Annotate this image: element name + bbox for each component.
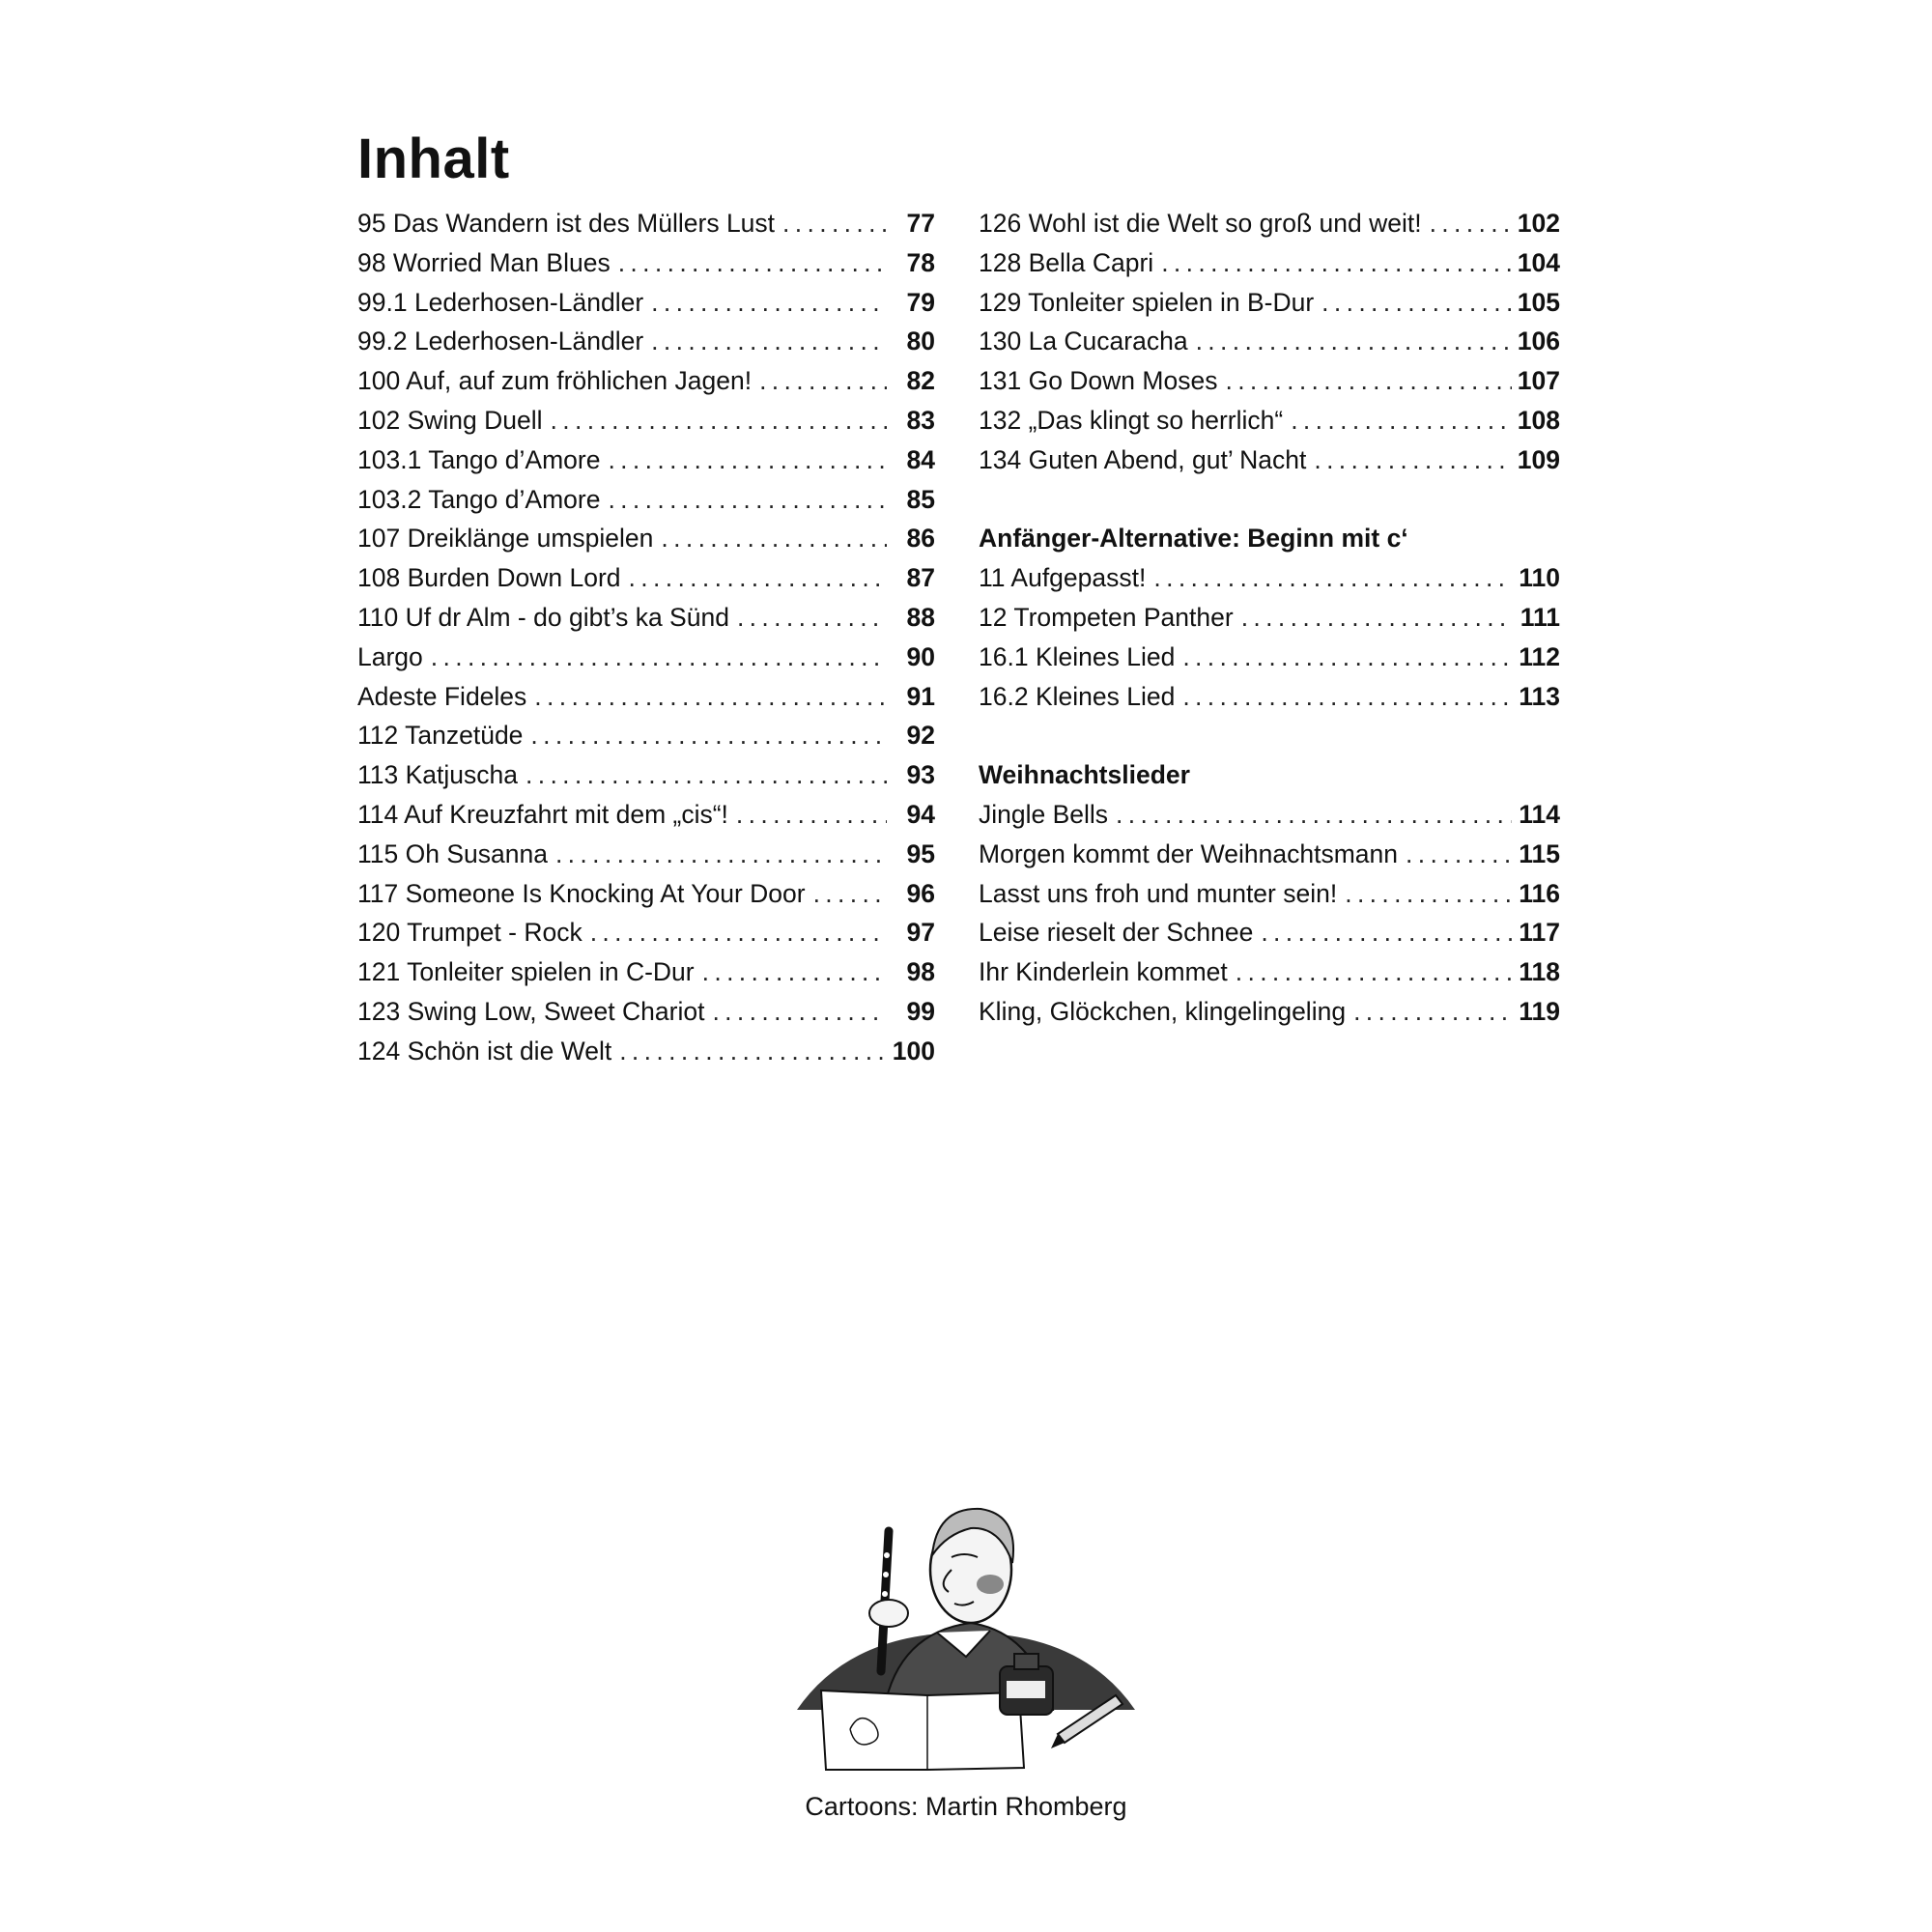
dot-leader <box>737 603 887 633</box>
toc-entry-page: 78 <box>906 247 935 277</box>
toc-entry <box>979 642 1560 682</box>
toc-entry-title: 16.2 Kleines Lied <box>979 681 1176 711</box>
toc-entry-page: 116 <box>1519 878 1560 908</box>
toc-entry <box>357 997 935 1037</box>
dot-leader <box>782 209 887 239</box>
toc-entry-title: 99.2 Lederhosen-Ländler <box>357 327 644 356</box>
toc-entry-page: 117 <box>1519 918 1560 948</box>
dot-leader <box>526 760 887 790</box>
toc-entry <box>357 485 935 525</box>
toc-entry-title: Largo <box>357 641 423 671</box>
toc-entry-page: 85 <box>906 484 935 514</box>
toc-entry-title: 103.2 Tango d’Amore <box>357 484 601 514</box>
toc-entry-page: 119 <box>1519 996 1560 1026</box>
toc-entry <box>979 603 1560 642</box>
toc-entry-page: 94 <box>906 799 935 829</box>
dot-leader <box>661 524 887 554</box>
toc-entry-page: 82 <box>906 366 935 396</box>
toc-entry-page: 112 <box>1519 641 1560 671</box>
dot-leader <box>1261 918 1512 948</box>
toc-entry-title: 103.1 Tango d’Amore <box>357 444 601 474</box>
toc-entry-page: 106 <box>1517 327 1560 356</box>
dot-leader <box>1182 682 1512 712</box>
toc-entry <box>357 603 935 642</box>
toc-entry <box>979 327 1560 366</box>
toc-entry-title: 114 Auf Kreuzfahrt mit dem „cis“! <box>357 799 728 829</box>
toc-entry-page: 108 <box>1517 405 1560 435</box>
dot-leader <box>1225 366 1511 396</box>
cartoon-illustration <box>792 1488 1140 1777</box>
toc-entry-title: 121 Tonleiter spielen in C-Dur <box>357 957 695 987</box>
toc-entry <box>979 209 1560 248</box>
section-spacer <box>979 485 1560 525</box>
toc-entry-title: 134 Guten Abend, gut’ Nacht <box>979 444 1307 474</box>
dot-leader <box>1314 445 1511 475</box>
toc-entry <box>979 445 1560 485</box>
toc-entry-title: 115 Oh Susanna <box>357 838 548 868</box>
dot-leader <box>712 997 887 1027</box>
toc-entry <box>357 563 935 603</box>
toc-entry-title: Kling, Glöckchen, klingelingeling <box>979 996 1347 1026</box>
toc-entry-title: 11 Aufgepasst! <box>979 563 1147 593</box>
dot-leader <box>1153 563 1512 593</box>
dot-leader <box>1196 327 1512 356</box>
toc-entry-page: 115 <box>1519 838 1560 868</box>
toc-entry-page: 114 <box>1519 799 1560 829</box>
dot-leader <box>651 288 887 318</box>
toc-entry-title: 123 Swing Low, Sweet Chariot <box>357 996 705 1026</box>
toc-entry-page: 77 <box>906 209 935 238</box>
toc-entry-title: 126 Wohl ist die Welt so groß und weit! <box>979 209 1422 238</box>
toc-entry <box>357 248 935 288</box>
toc-entry-page: 83 <box>906 405 935 435</box>
toc-entry <box>979 406 1560 445</box>
dot-leader <box>651 327 887 356</box>
dot-leader <box>551 406 887 436</box>
toc-entry-title: 131 Go Down Moses <box>979 366 1218 396</box>
toc-entry-title: 113 Katjuscha <box>357 760 518 790</box>
dot-leader <box>1116 800 1512 830</box>
toc-entry-page: 93 <box>906 760 935 790</box>
toc-entry-title: Morgen kommt der Weihnachtsmann <box>979 838 1399 868</box>
toc-entry <box>979 563 1560 603</box>
toc-entry-title: 99.1 Lederhosen-Ländler <box>357 287 644 317</box>
toc-entry <box>357 760 935 800</box>
dot-leader <box>618 248 887 278</box>
dot-leader <box>1182 642 1512 672</box>
toc-entry-page: 104 <box>1517 247 1560 277</box>
dot-leader <box>530 721 887 751</box>
toc-entry <box>979 839 1560 879</box>
toc-entry <box>979 248 1560 288</box>
toc-entry-title: 107 Dreiklänge umspielen <box>357 524 654 554</box>
toc-entry-page: 109 <box>1517 444 1560 474</box>
toc-entry <box>357 366 935 406</box>
section-spacer <box>979 721 1560 760</box>
dot-leader <box>813 879 887 909</box>
toc-entry-page: 107 <box>1517 366 1560 396</box>
toc-entry-page: 79 <box>906 287 935 317</box>
toc-entry <box>357 406 935 445</box>
dot-leader <box>1430 209 1512 239</box>
toc-entry-title: 95 Das Wandern ist des Müllers Lust <box>357 209 776 238</box>
toc-entry-title: Lasst uns froh und munter sein! <box>979 878 1338 908</box>
dot-leader <box>1291 406 1512 436</box>
dot-leader <box>431 642 887 672</box>
toc-entry <box>357 288 935 327</box>
toc-entry-page: 92 <box>906 721 935 751</box>
toc-entry-page: 118 <box>1519 957 1560 987</box>
dot-leader <box>608 485 887 515</box>
toc-entry-title: 132 „Das klingt so herrlich“ <box>979 405 1284 435</box>
toc-entry-title: 100 Auf, auf zum fröhlichen Jagen! <box>357 366 753 396</box>
toc-entry-page: 111 <box>1520 602 1560 632</box>
section-heading-christmas: Weihnachtslieder <box>979 760 1190 790</box>
toc-entry-title: 12 Trompeten Panther <box>979 602 1234 632</box>
toc-entry <box>357 957 935 997</box>
toc-entry-title: 128 Bella Capri <box>979 247 1154 277</box>
dot-leader <box>1161 248 1512 278</box>
section-heading-beginner: Anfänger-Alternative: Beginn mit c‘ <box>979 524 1408 554</box>
toc-entry-title: 112 Tanzetüde <box>357 721 524 751</box>
toc-entry-title: 102 Swing Duell <box>357 405 543 435</box>
toc-entry <box>357 209 935 248</box>
toc-entry <box>357 800 935 839</box>
dot-leader <box>608 445 887 475</box>
toc-entry-title: 16.1 Kleines Lied <box>979 641 1176 671</box>
toc-entry-page: 102 <box>1517 209 1560 238</box>
toc-entry <box>979 957 1560 997</box>
toc-entry-page: 95 <box>906 838 935 868</box>
toc-entry-page: 86 <box>906 524 935 554</box>
toc-entry-title: 110 Uf dr Alm - do gibt’s ka Sünd <box>357 602 729 632</box>
toc-entry-page: 98 <box>906 957 935 987</box>
toc-entry <box>357 524 935 563</box>
toc-entry-title: 129 Tonleiter spielen in B-Dur <box>979 287 1315 317</box>
toc-entry <box>357 327 935 366</box>
toc-entry <box>979 366 1560 406</box>
dot-leader <box>1345 879 1512 909</box>
toc-entry-title: 108 Burden Down Lord <box>357 563 621 593</box>
toc-entry <box>357 1037 935 1076</box>
toc-entry-page: 88 <box>906 602 935 632</box>
dot-leader <box>555 839 887 869</box>
toc-entry-page: 84 <box>906 444 935 474</box>
toc-entry-title: 124 Schön ist die Welt <box>357 1036 612 1065</box>
toc-entry <box>357 879 935 919</box>
toc-entry <box>357 721 935 760</box>
dot-leader <box>590 918 887 948</box>
dot-leader <box>702 957 887 987</box>
dot-leader <box>1236 957 1512 987</box>
toc-entry <box>357 682 935 722</box>
toc-entry <box>357 642 935 682</box>
toc-entry <box>979 288 1560 327</box>
dot-leader <box>736 800 887 830</box>
toc-entry-title: 98 Worried Man Blues <box>357 247 611 277</box>
toc-entry-page: 110 <box>1519 563 1560 593</box>
toc-entry <box>979 918 1560 957</box>
page-title: Inhalt <box>357 127 510 190</box>
toc-entry <box>979 997 1560 1037</box>
toc-left-column <box>357 209 935 1076</box>
toc-entry <box>357 839 935 879</box>
toc-entry-page: 91 <box>906 681 935 711</box>
toc-entry-page: 113 <box>1519 681 1560 711</box>
toc-entry-title: Ihr Kinderlein kommet <box>979 957 1228 987</box>
dot-leader <box>759 366 887 396</box>
toc-entry <box>979 800 1560 839</box>
dot-leader <box>619 1037 887 1066</box>
dot-leader <box>1321 288 1512 318</box>
toc-entry-title: Adeste Fideles <box>357 681 527 711</box>
toc-entry-page: 80 <box>906 327 935 356</box>
dot-leader <box>1241 603 1512 633</box>
toc-entry-page: 105 <box>1517 287 1560 317</box>
toc-entry <box>979 879 1560 919</box>
toc-entry-title: Jingle Bells <box>979 799 1109 829</box>
toc-entry-page: 100 <box>892 1036 935 1065</box>
toc-entry-page: 87 <box>906 563 935 593</box>
toc-entry-page: 96 <box>906 878 935 908</box>
toc-entry-title: 130 La Cucaracha <box>979 327 1188 356</box>
dot-leader <box>1406 839 1512 869</box>
toc-entry <box>979 682 1560 722</box>
dot-leader <box>534 682 887 712</box>
toc-right-column <box>979 209 1560 1037</box>
toc-entry-title: 120 Trumpet - Rock <box>357 918 582 948</box>
toc-entry-page: 90 <box>906 641 935 671</box>
toc-entry-page: 97 <box>906 918 935 948</box>
cartoon-credit: Cartoons: Martin Rhomberg <box>805 1792 1127 1821</box>
toc-entry-title: 117 Someone Is Knocking At Your Door <box>357 878 806 908</box>
dot-leader <box>629 563 887 593</box>
toc-entry-page: 99 <box>906 996 935 1026</box>
toc-entry <box>357 445 935 485</box>
toc-entry <box>357 918 935 957</box>
toc-entry-title: Leise rieselt der Schnee <box>979 918 1254 948</box>
dot-leader <box>1353 997 1512 1027</box>
